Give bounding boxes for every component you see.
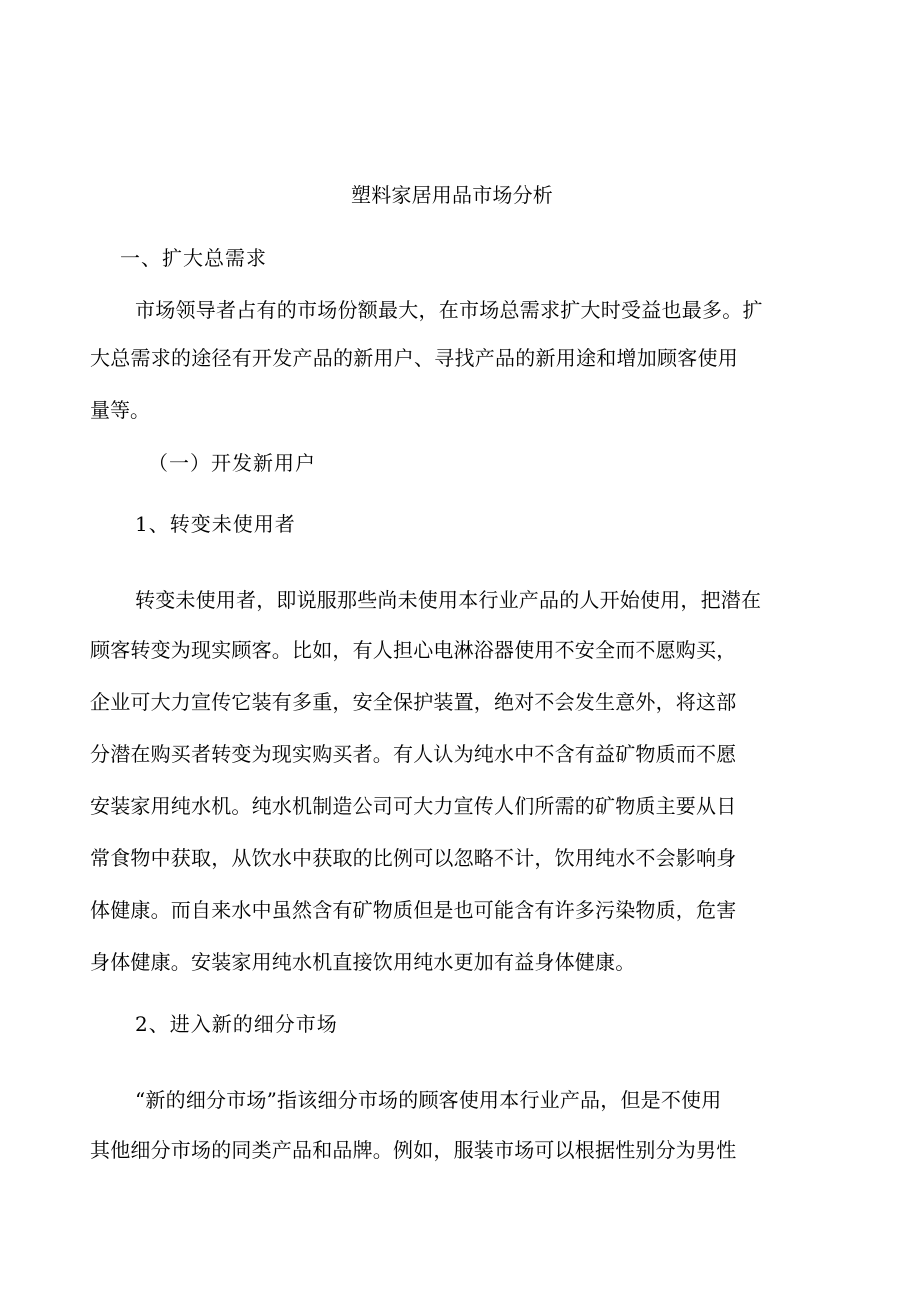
paragraph-line: 企业可大力宣传它装有多重，安全保护装置，绝对不会发生意外，将这部	[90, 690, 737, 714]
paragraph-line: 体健康。而自来水中虽然含有矿物质但是也可能含有许多污染物质，危害	[90, 898, 737, 922]
paragraph-line: 身体健康。安装家用纯水机直接饮用纯水更加有益身体健康。	[90, 950, 636, 974]
section-heading-expand-demand: 一、扩大总需求	[120, 246, 267, 270]
paragraph-line: 常食物中获取，从饮水中获取的比例可以忽略不计，饮用纯水不会影响身	[90, 846, 737, 870]
document-title: 塑料家居用品市场分析	[351, 183, 553, 207]
paragraph-line: 顾客转变为现实顾客。比如，有人担心电淋浴器使用不安全而不愿购买，	[90, 638, 737, 662]
paragraph-line: “新的细分市场”指该细分市场的顾客使用本行业产品，但是不使用	[135, 1088, 722, 1112]
paragraph-line: 安装家用纯水机。纯水机制造公司可大力宣传人们所需的矿物质主要从日	[90, 794, 737, 818]
paragraph-line: 分潜在购买者转变为现实购买者。有人认为纯水中不含有益矿物质而不愿	[90, 742, 737, 766]
paragraph-line: 市场领导者占有的市场份额最大，在市场总需求扩大时受益也最多。扩	[135, 298, 763, 322]
subsection-heading-new-users: （一）开发新用户	[148, 451, 316, 475]
item-heading-convert-nonusers: 1、转变未使用者	[135, 512, 296, 536]
paragraph-line: 其他细分市场的同类产品和品牌。例如，服装市场可以根据性别分为男性	[90, 1138, 737, 1162]
paragraph-line: 转变未使用者，即说服那些尚未使用本行业产品的人开始使用，把潜在	[135, 588, 762, 612]
item-heading-new-segment: 2、进入新的细分市场	[135, 1012, 338, 1036]
paragraph-line: 大总需求的途径有开发产品的新用户、寻找产品的新用途和增加顾客使用	[90, 346, 738, 370]
paragraph-line: 量等。	[90, 398, 150, 422]
